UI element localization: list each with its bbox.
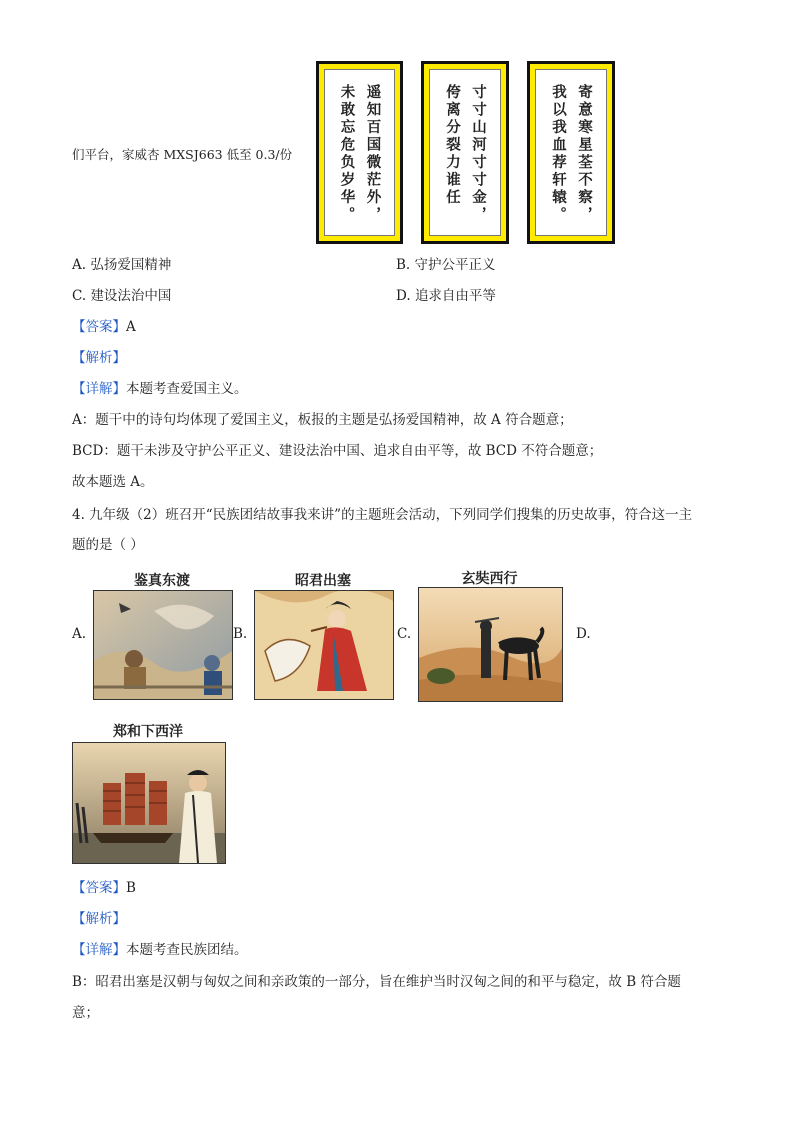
poem-column: 侉离分裂力谁任 xyxy=(444,84,460,207)
q3-detail xyxy=(72,379,248,399)
image-option-letter-c: C. xyxy=(397,626,412,642)
jianzhen-painting-image xyxy=(93,590,233,700)
option-a xyxy=(72,255,171,275)
zhenghe-ships-image xyxy=(72,742,226,864)
q4-answer xyxy=(72,878,136,898)
header-watermark-text: 们平台，家威杏 MXSJ663 低至 0.3/份 xyxy=(72,147,293,162)
option-letter: C. xyxy=(72,288,87,304)
detail-label: 【详解】 xyxy=(72,942,126,958)
poem-column: 我以我血荐轩辕。 xyxy=(550,84,566,224)
answer-value: A xyxy=(126,319,136,335)
q4-analysis-line-2: 意； xyxy=(72,1005,99,1021)
answer-label: 【答案】 xyxy=(72,880,126,896)
image-option-letter-a: A. xyxy=(72,626,87,642)
poem-column: 寸寸山河寸寸金， xyxy=(470,84,486,224)
detail-label: 【详解】 xyxy=(72,381,126,397)
xuanzang-desert-image xyxy=(418,587,563,702)
image-option-letter-b: B. xyxy=(233,626,248,642)
option-text: 守护公平正义 xyxy=(414,257,496,273)
q4-detail xyxy=(72,940,248,960)
q3-analysis-line-3: 故本题选 A。 xyxy=(72,474,154,490)
q4-analysis-line-1: B：昭君出塞是汉朝与匈奴之间和亲政策的一部分，旨在维护当时汉匈之间的和平与稳定，故 B 符合题 xyxy=(72,974,681,990)
answer-value: B xyxy=(126,880,136,896)
option-letter: B. xyxy=(396,257,411,273)
poem-board-3 xyxy=(527,61,615,244)
poem-column: 寄意寒星荃不察， xyxy=(576,84,592,224)
q4-analysis-label: 【解析】 xyxy=(72,911,126,927)
detail-text: 本题考查爱国主义。 xyxy=(126,381,248,397)
poem-column: 未敢忘危负岁华。 xyxy=(338,84,355,224)
detail-text: 本题考查民族团结。 xyxy=(126,942,248,958)
image-caption-d: 郑和下西洋 xyxy=(113,724,183,740)
q3-analysis-label: 【解析】 xyxy=(72,350,126,366)
image-caption-c: 玄奘西行 xyxy=(461,571,518,587)
zhaojun-painting-image xyxy=(254,590,394,700)
q3-analysis-line-2: BCD：题干未涉及守护公平正义、建设法治中国、追求自由平等，故 BCD 不符合题意； xyxy=(72,443,603,459)
q3-analysis-line-1: A：题干中的诗句均体现了爱国主义，板报的主题是弘扬爱国精神，故 A 符合题意； xyxy=(72,412,573,428)
option-letter: D. xyxy=(396,288,411,304)
image-caption-a: 鉴真东渡 xyxy=(134,573,190,589)
option-text: 追求自由平等 xyxy=(414,288,496,304)
option-text: 弘扬爱国精神 xyxy=(90,257,172,273)
q4-stem-line-2: 题的是（ ） xyxy=(72,537,144,553)
q4-stem-line-1: 4. 九年级（2）班召开“民族团结故事我来讲”的主题班会活动，下列同学们搜集的历史故事，符合这一主 xyxy=(72,507,693,523)
poem-column: 遥知百国微茫外， xyxy=(364,84,381,224)
option-text: 建设法治中国 xyxy=(90,288,172,304)
poem-board-1 xyxy=(316,61,403,244)
option-c xyxy=(72,286,171,306)
option-d xyxy=(396,286,496,306)
option-letter: A. xyxy=(72,257,87,273)
option-b xyxy=(396,255,496,275)
q3-answer xyxy=(72,317,136,337)
image-option-letter-d: D. xyxy=(576,626,591,642)
image-caption-b: 昭君出塞 xyxy=(295,573,351,589)
answer-label: 【答案】 xyxy=(72,319,126,335)
poem-board-2 xyxy=(421,61,509,244)
